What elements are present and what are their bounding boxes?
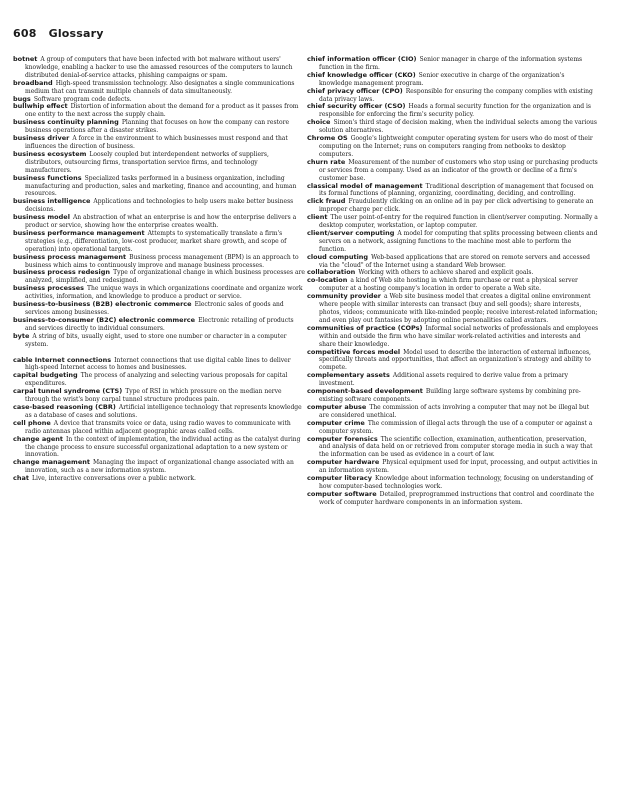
- glossary-term: collaboration: [307, 268, 356, 277]
- glossary-definition: The unique ways in which organizations coordinate and organize work activities, information, and knowledge to produce a product or service.: [25, 285, 303, 301]
- glossary-entry: [13, 103, 305, 119]
- glossary-entry: [13, 269, 305, 285]
- glossary-term: cloud computing: [307, 252, 369, 261]
- glossary-entry: [307, 119, 599, 135]
- glossary-definition: The commission of acts involving a computer that may not be illegal but are considered unethical.: [319, 403, 590, 419]
- glossary-definition: Detailed, preprogrammed instructions that control and coordinate the work of computer hardware components in an information system.: [319, 490, 595, 506]
- glossary-term: computer literacy: [307, 474, 373, 483]
- glossary-entry: [307, 88, 599, 104]
- glossary-definition: A device that transmits voice or data, using radio waves to communicate with radio antennas placed within adjacent geographic areas called cells.: [25, 419, 291, 435]
- glossary-entry: [307, 436, 599, 460]
- glossary-entry: [13, 357, 305, 373]
- glossary-term: community provider: [307, 292, 382, 301]
- glossary-definition: Managing the impact of organizational change associated with an innovation, such as a new information system.: [25, 459, 294, 475]
- glossary-entry: [307, 103, 599, 119]
- glossary-term: component-based development: [307, 387, 423, 396]
- glossary-definition: A group of computers that have been infected with bot malware without users' knowledge, enabling a hacker to use the amassed resources of the computers to launch distributed denial-of-service attacks, phishing campaigns or spam.: [25, 56, 293, 79]
- glossary-term: communities of practice (COPs): [307, 323, 423, 332]
- glossary-definition: In the context of implementation, the individual acting as the catalyst during the change process to ensure successful organizational adaptation to a new system or innovation.: [25, 435, 301, 459]
- glossary-definition: Simon's third stage of decision making, when the individual selects among the various solution alternatives.: [319, 119, 597, 135]
- glossary-definition: Physical equipment used for input, processing, and output activities in an information system.: [319, 459, 598, 475]
- glossary-definition: Attempts to systematically translate a firm's strategies (e.g., differentiation, low-cost producer, market share growth, and scope of operation) into operational targets.: [25, 229, 287, 253]
- glossary-term: computer hardware: [307, 458, 380, 467]
- glossary-entry: [307, 135, 599, 159]
- glossary-term: broadband: [13, 78, 53, 87]
- glossary-definition: a kind of Web site hosting in which firm purchase or rent a physical server computer at a hosting company's location in order to operate a Web site.: [319, 277, 578, 293]
- glossary-entry: [13, 285, 305, 301]
- glossary-definition: Google's lightweight computer operating system for users who do most of their computing on the Internet; runs on computers ranging from netbooks to desktop computers.: [319, 135, 593, 158]
- glossary-term: churn rate: [307, 157, 346, 166]
- glossary-term: change management: [13, 458, 90, 467]
- glossary-term: click fraud: [307, 197, 346, 206]
- glossary-definition: Informal social networks of professionals and employees within and outside the firm who have similar work-related activities and interests and share their knowledge.: [319, 324, 599, 348]
- glossary-definition: Internet connections that use digital cable lines to deliver high-speed Internet access to homes and businesses.: [25, 356, 291, 372]
- glossary-entry: [307, 254, 599, 270]
- glossary-term: computer software: [307, 489, 377, 498]
- glossary-definition: Additional assets required to derive value from a primary investment.: [319, 372, 569, 388]
- glossary-definition: a Web site business model that creates a digital online environment where people with similar interests can transact (buy and sell goods); share interests, photos, videos; communicate with like-minded people; receive interest-related information; and even play out fantasies by adopting online personalities called avatars.: [319, 293, 598, 324]
- glossary-definition: Electronic sales of goods and services among businesses.: [25, 301, 284, 316]
- glossary-term: business ecosystem: [13, 149, 87, 158]
- glossary-definition: Knowledge about information technology, focusing on understanding of how computer-based technologies work.: [319, 475, 594, 490]
- glossary-term: Chrome OS: [307, 134, 348, 143]
- glossary-definition: A model for computing that splits processing between clients and servers on a network, assigning functions to the machine most able to perform the function.: [319, 229, 598, 253]
- glossary-term: choice: [307, 118, 331, 127]
- glossary-term: business process redesign: [13, 268, 111, 277]
- glossary-term: computer crime: [307, 418, 365, 427]
- glossary-entry: [13, 119, 305, 135]
- glossary-entry: [13, 317, 305, 333]
- glossary-term: change agent: [13, 434, 64, 443]
- glossary-definition: Working with others to achieve shared and explicit goals.: [358, 269, 534, 277]
- glossary-term: client/server computing: [307, 228, 395, 237]
- page-number: 608: [13, 27, 37, 40]
- glossary-definition: Type of RSI in which pressure on the median nerve through the wrist's bony carpal tunnel structure produces pain.: [25, 388, 282, 404]
- page-header: [13, 27, 104, 40]
- glossary-entry: [307, 491, 599, 507]
- glossary-term: business driver: [13, 134, 70, 143]
- glossary-term: business continuity planning: [13, 118, 119, 127]
- glossary-term: capital budgeting: [13, 371, 78, 380]
- glossary-definition: Type of organizational change in which business processes are analyzed, simplified, and redesigned.: [25, 269, 305, 285]
- glossary-term: business process management: [13, 252, 127, 261]
- glossary-definition: The user point-of-entry for the required function in client/server computing. Normally a desktop computer, workstation, or laptop computer.: [319, 214, 598, 230]
- glossary-term: chief knowledge officer (CKO): [307, 70, 416, 79]
- glossary-entry: [307, 388, 599, 404]
- glossary-entry: [13, 214, 305, 230]
- glossary-term: business processes: [13, 284, 85, 293]
- glossary-definition: An abstraction of what an enterprise is and how the enterprise delivers a product or service, showing how the enterprise creates wealth.: [25, 214, 297, 230]
- glossary-entry: [13, 198, 305, 214]
- glossary-entry: [307, 198, 599, 214]
- glossary-entry: [13, 301, 305, 317]
- glossary-definition: Business process management (BPM) is an approach to business which aims to continuously improve and manage business processes.: [25, 253, 299, 269]
- glossary-entry: [307, 214, 599, 230]
- glossary-definition: The process of analyzing and selecting various proposals for capital expenditures.: [25, 372, 288, 388]
- glossary-term: cable Internet connections: [13, 355, 112, 364]
- glossary-entry: [13, 404, 305, 420]
- glossary-term: business performance management: [13, 228, 145, 237]
- glossary-entry: [13, 135, 305, 151]
- glossary-term: chief privacy officer (CPO): [307, 86, 403, 95]
- glossary-definition: Electronic retailing of products and services directly to individual consumers.: [25, 316, 294, 332]
- glossary-entry: [13, 175, 305, 199]
- glossary-term: business model: [13, 213, 70, 222]
- glossary-entry: [307, 325, 599, 349]
- glossary-term: byte: [13, 331, 30, 340]
- glossary-entry: [307, 277, 599, 293]
- glossary-definition: A string of bits, usually eight, used to store one number or character in a computer system.: [25, 332, 287, 348]
- glossary-entry: [307, 72, 599, 88]
- glossary-entry: [307, 293, 599, 325]
- page-title: Glossary: [48, 27, 104, 40]
- glossary-definition: Building large software systems by combining pre-existing software components.: [319, 388, 581, 403]
- glossary-definition: Web-based applications that are stored on remote servers and accessed via the "cloud" of the Internet using a standard Web browser.: [319, 253, 590, 269]
- glossary-definition: Senior manager in charge of the information systems function in the firm.: [319, 56, 583, 71]
- glossary-entry: [13, 254, 305, 270]
- glossary-entry: [307, 420, 599, 436]
- glossary-term: botnet: [13, 55, 38, 63]
- glossary-definition: Heads a formal security function for the organization and is responsible for enforcing the firm's security policy.: [319, 103, 592, 119]
- glossary-definition: Measurement of the number of customers who stop using or purchasing products or services from a company. Used as an indicator of the growth or decline of a firm's customer base.: [319, 158, 598, 182]
- glossary-term: chat: [13, 474, 29, 483]
- glossary-entry: [307, 183, 599, 199]
- glossary-entry: [13, 475, 305, 483]
- glossary-term: co-location: [307, 276, 348, 285]
- glossary-entry: [13, 56, 305, 80]
- glossary-definition: Applications and technologies to help users make better business decisions.: [25, 198, 294, 214]
- glossary-term: chief information officer (CIO): [307, 55, 417, 63]
- glossary-definition: A force in the environment to which businesses must respond and that influences the direction of business.: [25, 135, 288, 150]
- glossary-term: computer forensics: [307, 434, 378, 443]
- glossary-term: chief security officer (CSO): [307, 102, 406, 111]
- glossary-entry: [307, 56, 599, 72]
- glossary-definition: Live, interactive conversations over a public network.: [31, 475, 196, 483]
- glossary-definition: Responsible for ensuring the company complies with existing data privacy laws.: [319, 87, 593, 103]
- glossary-term: complementary assets: [307, 371, 390, 380]
- glossary-entry: [13, 151, 305, 175]
- glossary-definition: Artificial intelligence technology that represents knowledge as a database of cases and solutions.: [25, 403, 302, 419]
- glossary-entry: [13, 230, 305, 254]
- glossary-definition: Distortion of information about the demand for a product as it passes from one entity to the next across the supply chain.: [25, 103, 299, 119]
- glossary-entry: [13, 80, 305, 96]
- glossary-term: bugs: [13, 94, 31, 103]
- glossary-term: business functions: [13, 173, 82, 182]
- glossary-left-column: [13, 56, 305, 483]
- glossary-definition: Fraudulently clicking on an online ad in pay per click advertising to generate an improper charge per click.: [319, 198, 594, 214]
- glossary-entry: [307, 475, 599, 491]
- glossary-term: bullwhip effect: [13, 102, 68, 111]
- glossary-term: client: [307, 213, 328, 222]
- glossary-definition: High-speed transmission technology. Also designates a single communications medium that can transmit multiple channels of data simultaneously.: [25, 79, 295, 95]
- glossary-entry: [13, 420, 305, 436]
- glossary-definition: Planning that focuses on how the company can restore business operations after a disaster strikes.: [25, 119, 289, 135]
- glossary-entry: [307, 459, 599, 475]
- glossary-term: competitive forces model: [307, 347, 401, 356]
- glossary-entry: [307, 349, 599, 373]
- glossary-entry: [13, 388, 305, 404]
- glossary-entry: [13, 436, 305, 460]
- glossary-term: business-to-business (B2B) electronic commerce: [13, 300, 192, 309]
- glossary-term: business-to-consumer (B2C) electronic commerce: [13, 315, 196, 324]
- glossary-entry: [13, 459, 305, 475]
- glossary-definition: Senior executive in charge of the organization's knowledge management program.: [319, 71, 565, 87]
- glossary-term: cell phone: [13, 418, 51, 427]
- glossary-right-column: [307, 56, 599, 507]
- glossary-definition: Specialized tasks performed in a business organization, including manufacturing and production, sales and marketing, finance and accounting, and human resources.: [25, 174, 297, 198]
- glossary-entry: [13, 333, 305, 349]
- glossary-entry: [307, 159, 599, 183]
- glossary-definition: Traditional description of management that focused on its formal functions of planning, organizing, coordinating, deciding, and controlling.: [319, 182, 594, 198]
- glossary-term: case-based reasoning (CBR): [13, 402, 116, 411]
- glossary-entry: [13, 372, 305, 388]
- glossary-term: classical model of management: [307, 181, 423, 190]
- glossary-definition: Model used to describe the interaction of external influences, specifically threats and opportunities, that affect an organization's strategy and ability to compete.: [319, 348, 591, 372]
- glossary-definition: The scientific collection, examination, authentication, preservation, and analysis of data held on or retrieved from computer storage media in such a way that the information can be used as evidence in a court of law.: [319, 435, 593, 459]
- glossary-definition: Software program code defects.: [33, 95, 132, 103]
- glossary-entry: [307, 230, 599, 254]
- glossary-term: carpal tunnel syndrome (CTS): [13, 387, 123, 396]
- glossary-entry: [307, 372, 599, 388]
- glossary-term: business intelligence: [13, 197, 91, 206]
- glossary-entry: [307, 404, 599, 420]
- glossary-term: computer abuse: [307, 402, 367, 411]
- glossary-definition: The commission of illegal acts through the use of a computer or against a computer system.: [319, 419, 593, 435]
- glossary-definition: Loosely coupled but interdependent networks of suppliers, distributors, outsourcing firms, transportation service firms, and technology manufacturers.: [25, 150, 269, 174]
